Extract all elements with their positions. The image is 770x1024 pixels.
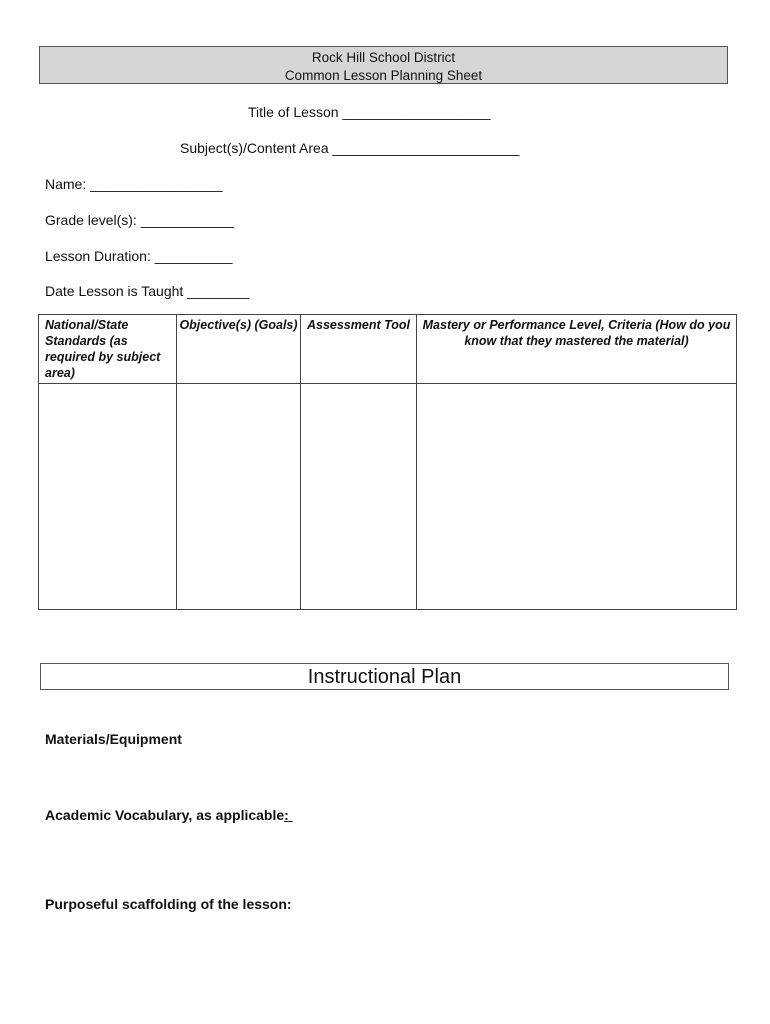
title-of-lesson-field: Title of Lesson ___________________ <box>248 104 491 120</box>
lesson-duration-field: Lesson Duration: __________ <box>45 248 233 264</box>
objectives-cell[interactable] <box>177 384 301 610</box>
date-taught-field: Date Lesson is Taught ________ <box>45 283 250 299</box>
academic-vocabulary-colon: : <box>284 807 289 823</box>
table-row <box>39 384 737 610</box>
academic-vocabulary-text: Academic Vocabulary, as applicable <box>45 807 285 823</box>
materials-equipment-label: Materials/Equipment <box>45 731 182 747</box>
column-header-assessment-tool: Assessment Tool <box>301 315 417 384</box>
document-header <box>39 46 728 84</box>
standards-cell[interactable] <box>39 384 177 610</box>
academic-vocabulary-label <box>45 807 293 823</box>
name-field: Name: _________________ <box>45 176 223 192</box>
subject-area-field: Subject(s)/Content Area ________________________ <box>180 140 520 156</box>
instructional-plan-heading: Instructional Plan <box>40 663 729 690</box>
column-header-objectives: Objective(s) (Goals) <box>177 315 301 384</box>
sheet-title: Common Lesson Planning Sheet <box>284 68 483 83</box>
column-header-standards: National/State Standards (as required by subject area) <box>39 315 177 384</box>
district-name: Rock Hill School District <box>311 50 456 65</box>
assessment-tool-cell[interactable] <box>301 384 417 610</box>
column-header-mastery-criteria: Mastery or Performance Level, Criteria (How do you know that they mastered the material) <box>417 315 737 384</box>
mastery-criteria-cell[interactable] <box>417 384 737 610</box>
table-header-row <box>39 315 737 384</box>
grade-level-field: Grade level(s): ____________ <box>45 212 235 228</box>
purposeful-scaffolding-label: Purposeful scaffolding of the lesson: <box>45 896 292 912</box>
standards-table <box>38 314 737 610</box>
